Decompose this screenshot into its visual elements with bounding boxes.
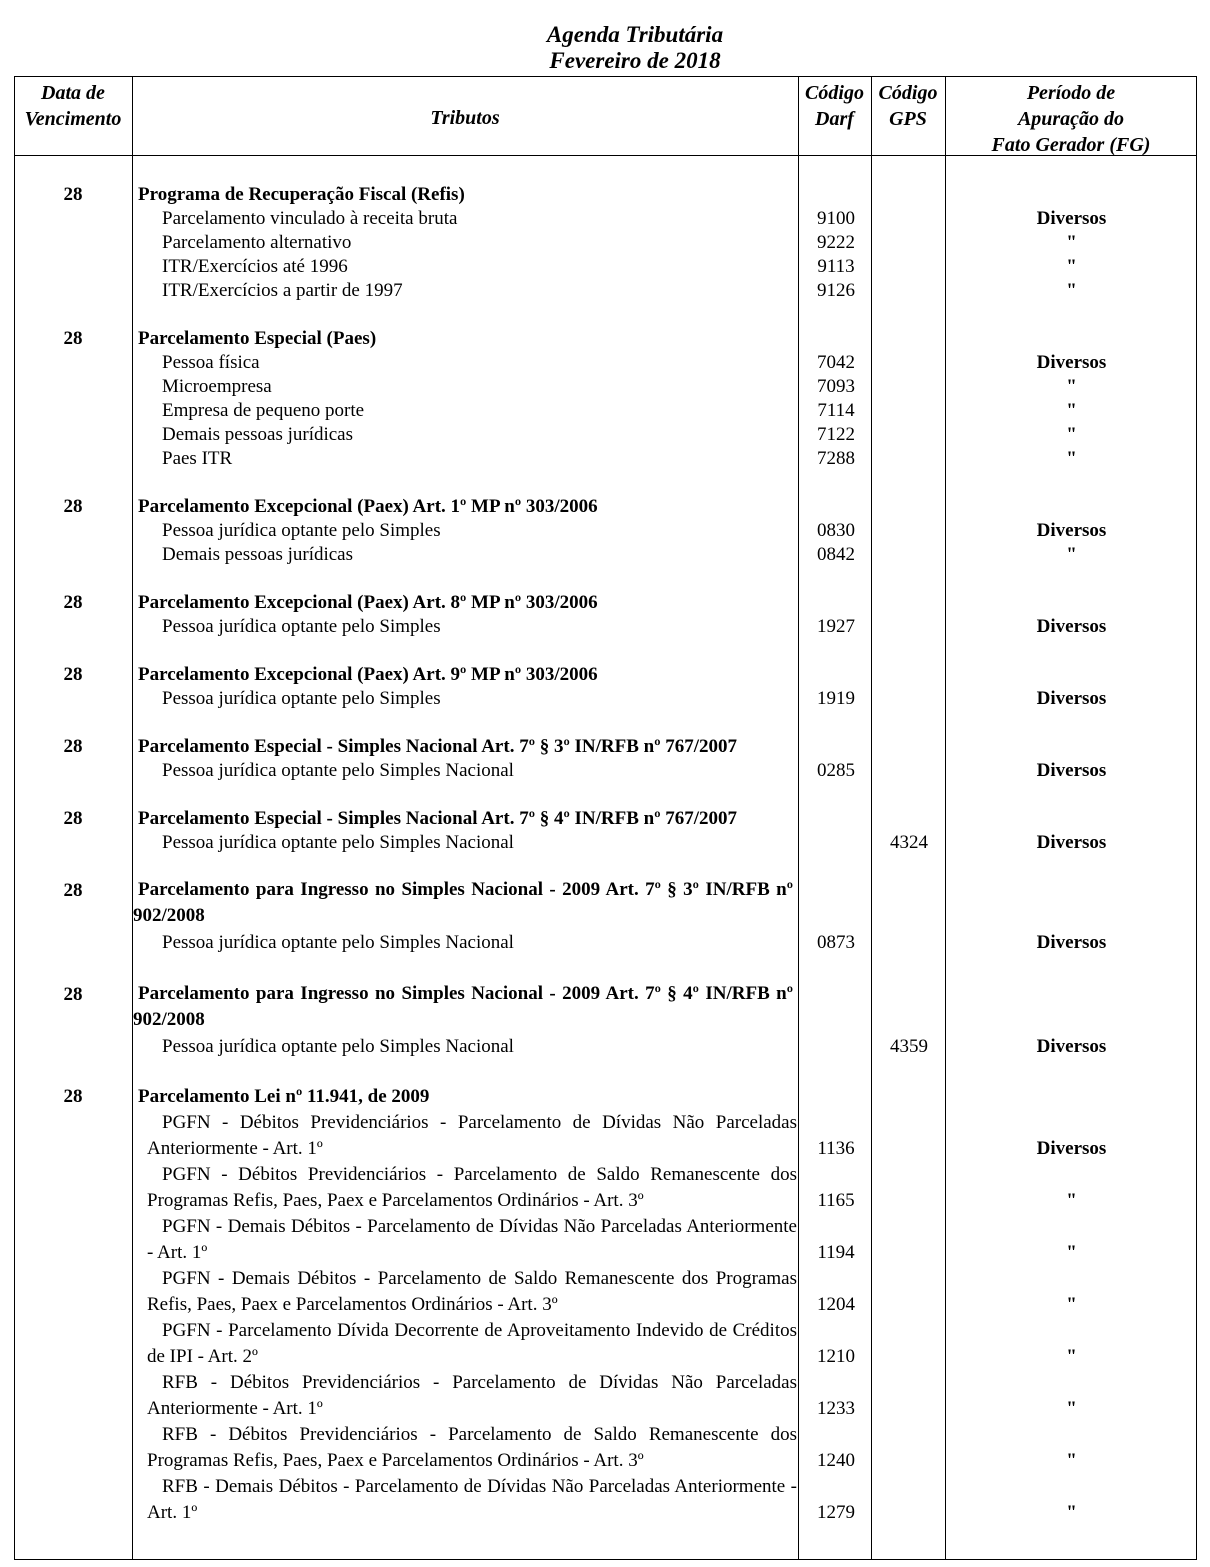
darf-code: 1210	[817, 1346, 855, 1367]
tax-item: Microempresa	[162, 376, 272, 397]
period-value: "	[1066, 448, 1077, 469]
header-gps-line: Código	[878, 82, 938, 104]
darf-code: 7114	[817, 400, 855, 421]
gps-code: 4359	[890, 1036, 928, 1057]
section-title: Parcelamento para Ingresso no Simples Nacional - 2009 Art. 7º § 4º IN/RFB nº 902/2008	[133, 983, 793, 1030]
header-vencimento-line: Vencimento	[24, 108, 122, 130]
column-divider	[132, 76, 133, 1560]
due-date: 28	[63, 880, 83, 901]
tax-item: ITR/Exercícios até 1996	[162, 256, 348, 277]
due-date: 28	[63, 496, 83, 517]
darf-code: 9222	[817, 232, 855, 253]
period-value: Diversos	[1036, 520, 1107, 541]
tax-item: Parcelamento alternativo	[162, 232, 352, 253]
header-periodo-line: Apuração do	[1017, 108, 1125, 130]
tax-item: PGFN - Parcelamento Dívida Decorrente de Aproveitamento Indevido de Créditos de IPI - Art. 2º	[147, 1320, 797, 1367]
header-vencimento-line: Data de	[41, 82, 105, 104]
section-title: Parcelamento Especial - Simples Nacional Art. 7º § 3º IN/RFB nº 767/2007	[138, 736, 737, 757]
header-vencimento	[14, 80, 132, 132]
header-gps-line: GPS	[889, 108, 927, 130]
darf-code: 7042	[817, 352, 855, 373]
period-value: "	[1066, 1398, 1077, 1419]
due-date: 28	[63, 984, 83, 1005]
column-divider	[798, 76, 799, 1560]
tax-item: ITR/Exercícios a partir de 1997	[162, 280, 403, 301]
header-gps	[871, 80, 945, 132]
tax-item: Pessoa jurídica optante pelo Simples	[162, 688, 441, 709]
period-value: Diversos	[1036, 832, 1107, 853]
tax-item: Pessoa jurídica optante pelo Simples	[162, 520, 441, 541]
section-title: Parcelamento Excepcional (Paex) Art. 8º MP nº 303/2006	[138, 592, 598, 613]
header-periodo-line: Período de	[1026, 82, 1116, 104]
section-title: Parcelamento Especial - Simples Nacional Art. 7º § 4º IN/RFB nº 767/2007	[138, 808, 737, 829]
period-value: "	[1066, 1502, 1077, 1523]
darf-code: 9113	[817, 256, 855, 277]
tax-item: RFB - Débitos Previdenciários - Parcelamento de Saldo Remanescente dos Programas Refis, Paes, Paex e Parcelamentos Ordinários - Art. 3º	[147, 1424, 797, 1471]
period-value: Diversos	[1036, 1138, 1107, 1159]
darf-code: 9100	[817, 208, 855, 229]
darf-code: 1240	[817, 1450, 855, 1471]
due-date: 28	[63, 736, 83, 757]
darf-code: 9126	[817, 280, 855, 301]
period-value: Diversos	[1036, 208, 1107, 229]
tax-item: Pessoa física	[162, 352, 260, 373]
tax-item: PGFN - Débitos Previdenciários - Parcelamento de Dívidas Não Parceladas Anteriormente - Art. 1º	[147, 1112, 797, 1159]
period-value: "	[1066, 232, 1077, 253]
header-tributos: Tributos	[430, 107, 500, 129]
darf-code: 0830	[817, 520, 855, 541]
period-value: "	[1066, 424, 1077, 445]
darf-code: 1136	[817, 1138, 855, 1159]
period-value: Diversos	[1036, 352, 1107, 373]
header-darf	[798, 80, 871, 132]
darf-code: 0873	[817, 932, 855, 953]
tax-item: PGFN - Demais Débitos - Parcelamento de Saldo Remanescente dos Programas Refis, Paes, Paex e Parcelamentos Ordinários - Art. 3º	[147, 1268, 797, 1315]
tax-item: Pessoa jurídica optante pelo Simples Nacional	[162, 760, 514, 781]
darf-code: 1165	[817, 1190, 855, 1211]
tax-item: Pessoa jurídica optante pelo Simples Nacional	[162, 932, 514, 953]
gps-code: 4324	[890, 832, 928, 853]
due-date: 28	[63, 592, 83, 613]
period-value: Diversos	[1036, 688, 1107, 709]
tax-item: PGFN - Débitos Previdenciários - Parcelamento de Saldo Remanescente dos Programas Refis, Paes, Paex e Parcelamentos Ordinários - Art. 3º	[147, 1164, 797, 1211]
tax-item: Paes ITR	[162, 448, 233, 469]
section-title: Parcelamento Excepcional (Paex) Art. 1º MP nº 303/2006	[138, 496, 598, 517]
header-darf-line: Darf	[815, 108, 854, 130]
due-date: 28	[63, 184, 83, 205]
darf-code: 7093	[817, 376, 855, 397]
period-value: "	[1066, 544, 1077, 565]
document-title: Agenda Tributária	[546, 22, 724, 47]
period-value: Diversos	[1036, 760, 1107, 781]
darf-code: 1919	[817, 688, 855, 709]
tax-item: Pessoa jurídica optante pelo Simples Nacional	[162, 1036, 514, 1057]
tax-item: Empresa de pequeno porte	[162, 400, 365, 421]
section-title: Parcelamento para Ingresso no Simples Nacional - 2009 Art. 7º § 3º IN/RFB nº 902/2008	[133, 879, 793, 926]
darf-code: 1233	[817, 1398, 855, 1419]
period-value: "	[1066, 1190, 1077, 1211]
period-value: "	[1066, 1294, 1077, 1315]
darf-code: 1927	[817, 616, 855, 637]
period-value: "	[1066, 280, 1077, 301]
period-value: Diversos	[1036, 1036, 1107, 1057]
period-value: Diversos	[1036, 616, 1107, 637]
tax-item: Pessoa jurídica optante pelo Simples Nacional	[162, 832, 514, 853]
tax-item: PGFN - Demais Débitos - Parcelamento de Dívidas Não Parceladas Anteriormente - Art. 1º	[147, 1216, 797, 1263]
darf-code: 1194	[817, 1242, 855, 1263]
due-date: 28	[63, 1086, 83, 1107]
section-title: Programa de Recuperação Fiscal (Refis)	[138, 184, 465, 205]
section-title: Parcelamento Excepcional (Paex) Art. 9º MP nº 303/2006	[138, 664, 598, 685]
tax-item: RFB - Demais Débitos - Parcelamento de Dívidas Não Parceladas Anteriormente - Art. 1º	[147, 1476, 797, 1523]
period-value: "	[1066, 376, 1077, 397]
due-date: 28	[63, 808, 83, 829]
period-value: "	[1066, 400, 1077, 421]
darf-code: 0285	[817, 760, 855, 781]
header-periodo	[945, 80, 1197, 158]
period-value: "	[1066, 1450, 1077, 1471]
period-value: "	[1066, 1242, 1077, 1263]
period-value: "	[1066, 256, 1077, 277]
darf-code: 1204	[817, 1294, 855, 1315]
tax-item: Demais pessoas jurídicas	[162, 424, 354, 445]
darf-code: 1279	[817, 1502, 855, 1523]
darf-code: 7122	[817, 424, 855, 445]
tax-item: RFB - Débitos Previdenciários - Parcelamento de Dívidas Não Parceladas Anteriormente - Art. 1º	[147, 1372, 797, 1419]
section-title: Parcelamento Especial (Paes)	[138, 328, 377, 349]
tax-item: Pessoa jurídica optante pelo Simples	[162, 616, 441, 637]
darf-code: 0842	[817, 544, 855, 565]
due-date: 28	[63, 328, 83, 349]
header-darf-line: Código	[805, 82, 864, 104]
due-date: 28	[63, 664, 83, 685]
tax-item: Demais pessoas jurídicas	[162, 544, 354, 565]
period-value: "	[1066, 1346, 1077, 1367]
period-value: Diversos	[1036, 932, 1107, 953]
darf-code: 7288	[817, 448, 855, 469]
document-subtitle: Fevereiro de 2018	[549, 48, 721, 73]
header-periodo-line: Fato Gerador (FG)	[991, 134, 1151, 156]
section-title: Parcelamento Lei nº 11.941, de 2009	[138, 1086, 430, 1107]
tax-item: Parcelamento vinculado à receita bruta	[162, 208, 458, 229]
